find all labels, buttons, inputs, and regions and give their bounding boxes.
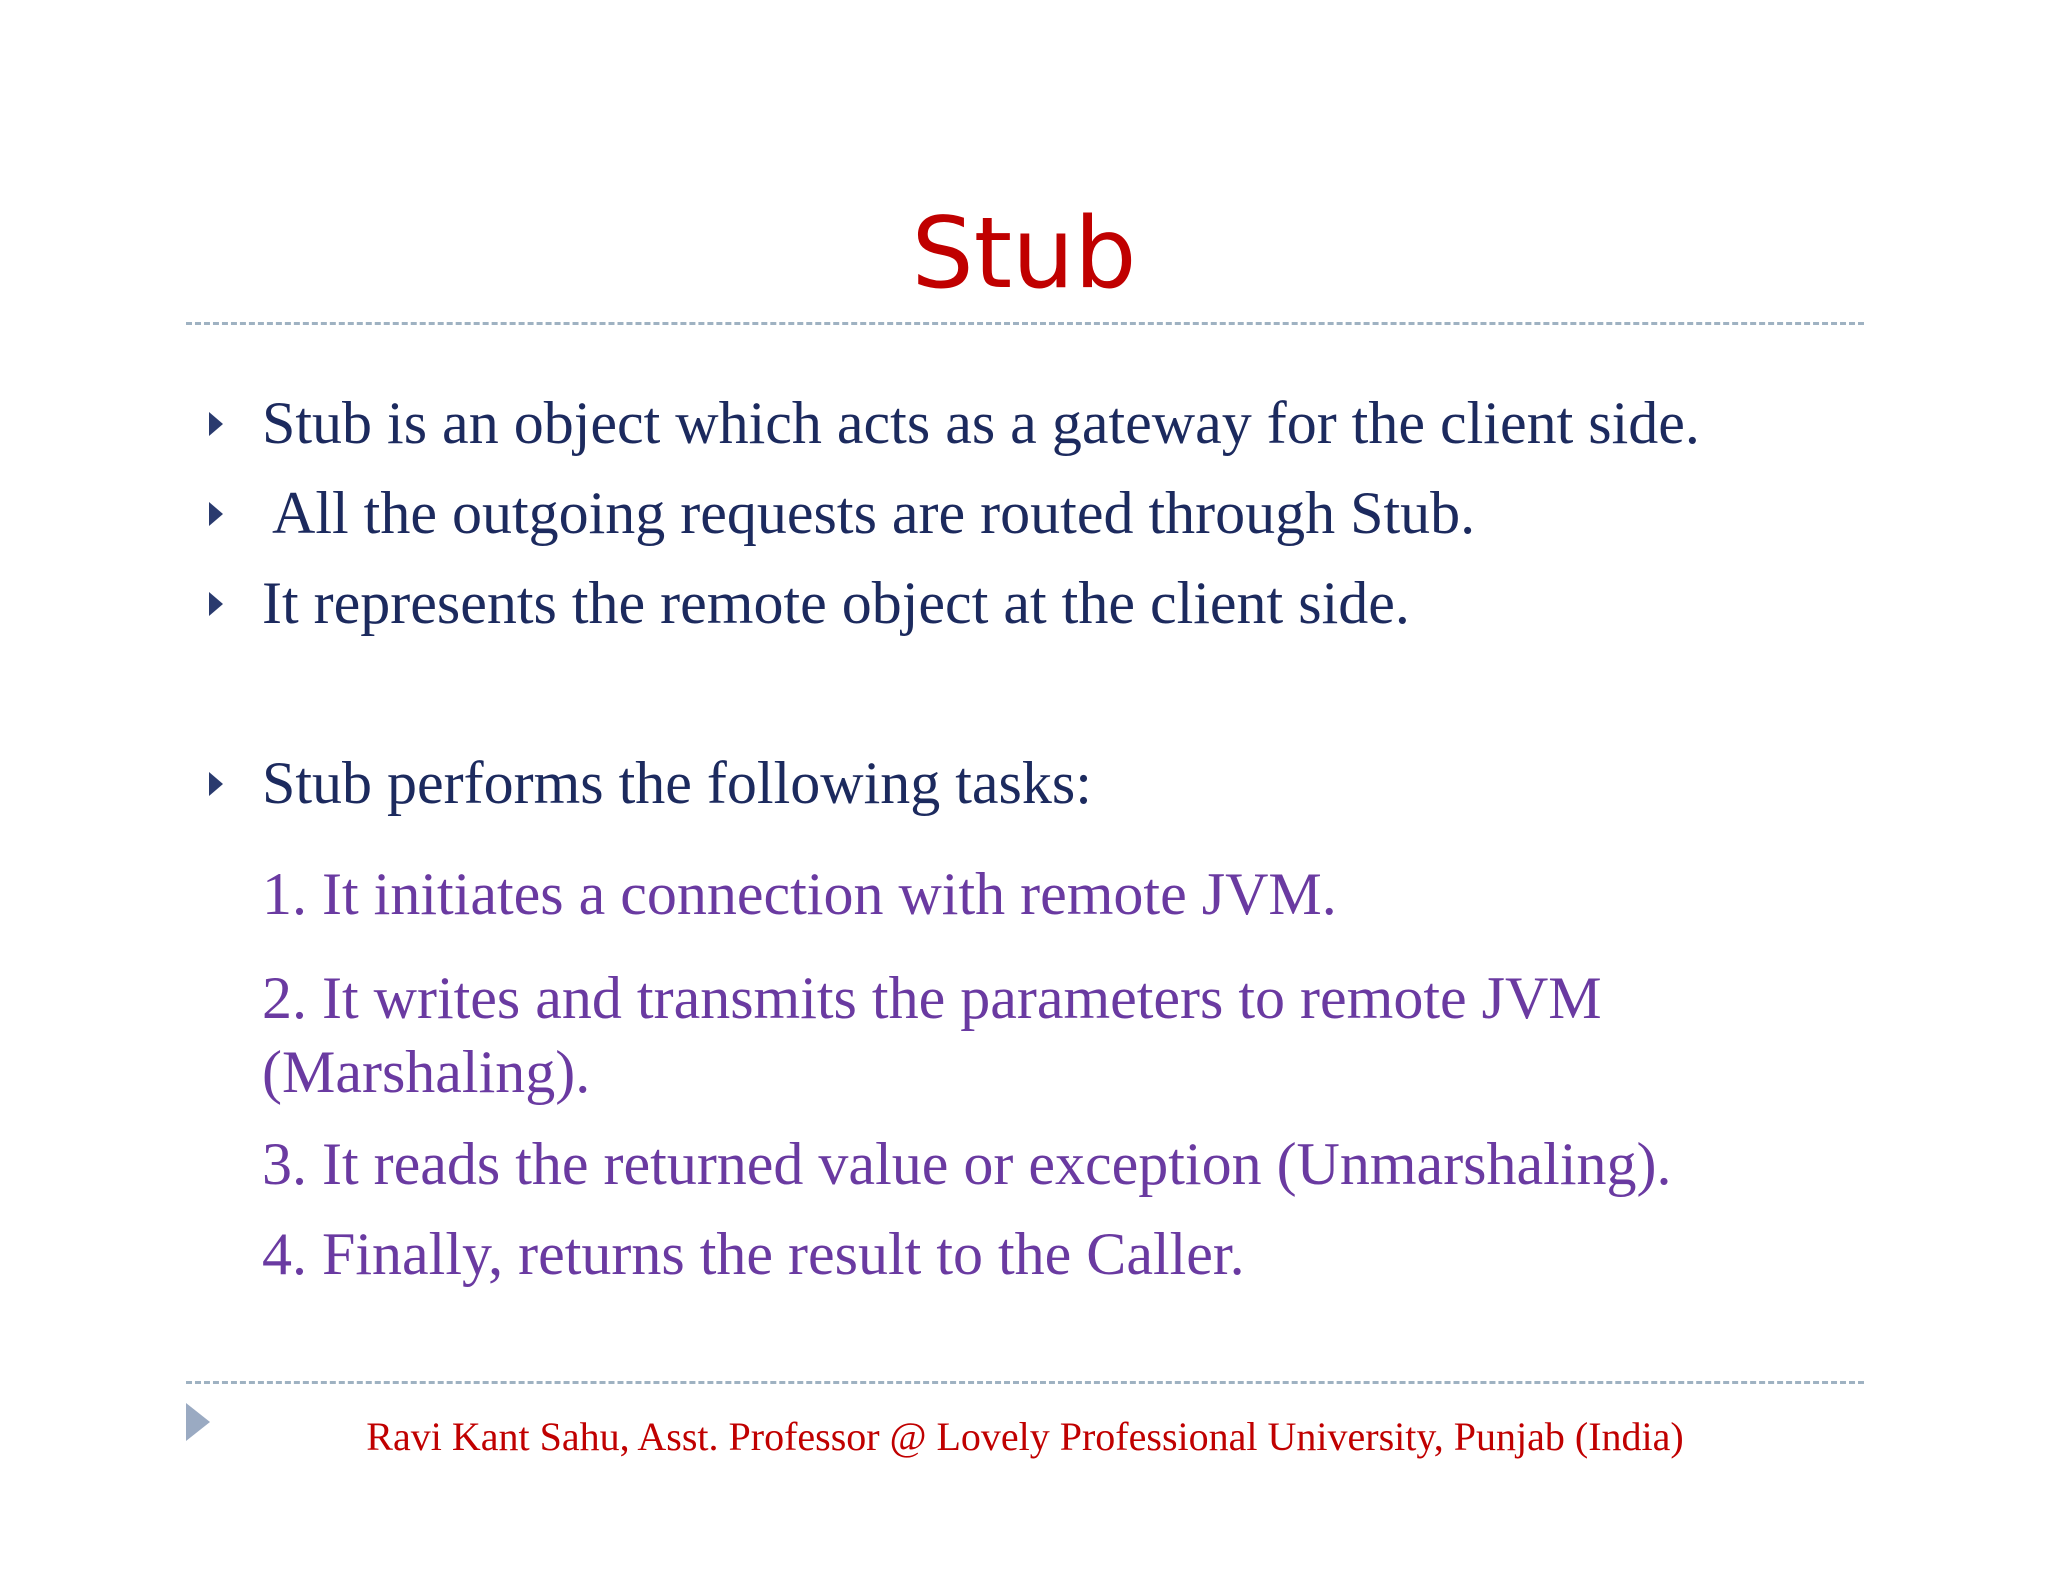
bullet-triangle-icon bbox=[209, 412, 223, 436]
slide-title: Stub bbox=[911, 197, 1137, 311]
task-item: 4. Finally, returns the result to the Caller. bbox=[262, 1221, 1245, 1287]
task-item: 1. It initiates a connection with remote JVM. bbox=[262, 861, 1337, 927]
bullet-triangle-icon bbox=[209, 772, 223, 796]
task-item: 3. It reads the returned value or exception (Unmarshaling). bbox=[262, 1131, 1672, 1197]
task-item-line: 2. It writes and transmits the parameters to remote JVM bbox=[262, 965, 1602, 1031]
task-item bbox=[262, 961, 1602, 1109]
bullet-text: Stub is an object which acts as a gateway for the client side. bbox=[262, 390, 1700, 456]
bullet-triangle-icon bbox=[209, 592, 223, 616]
bullet-triangle-icon bbox=[209, 502, 223, 526]
title-divider bbox=[186, 322, 1864, 325]
bullet-text: All the outgoing requests are routed through Stub. bbox=[272, 480, 1476, 546]
footer-credit: Ravi Kant Sahu, Asst. Professor @ Lovely Professional University, Punjab (India) bbox=[366, 1414, 1684, 1459]
task-item-line: (Marshaling). bbox=[262, 1039, 591, 1105]
bullet-text: Stub performs the following tasks: bbox=[262, 750, 1092, 816]
bullet-text: It represents the remote object at the client side. bbox=[262, 570, 1410, 636]
footer-divider bbox=[186, 1381, 1864, 1384]
